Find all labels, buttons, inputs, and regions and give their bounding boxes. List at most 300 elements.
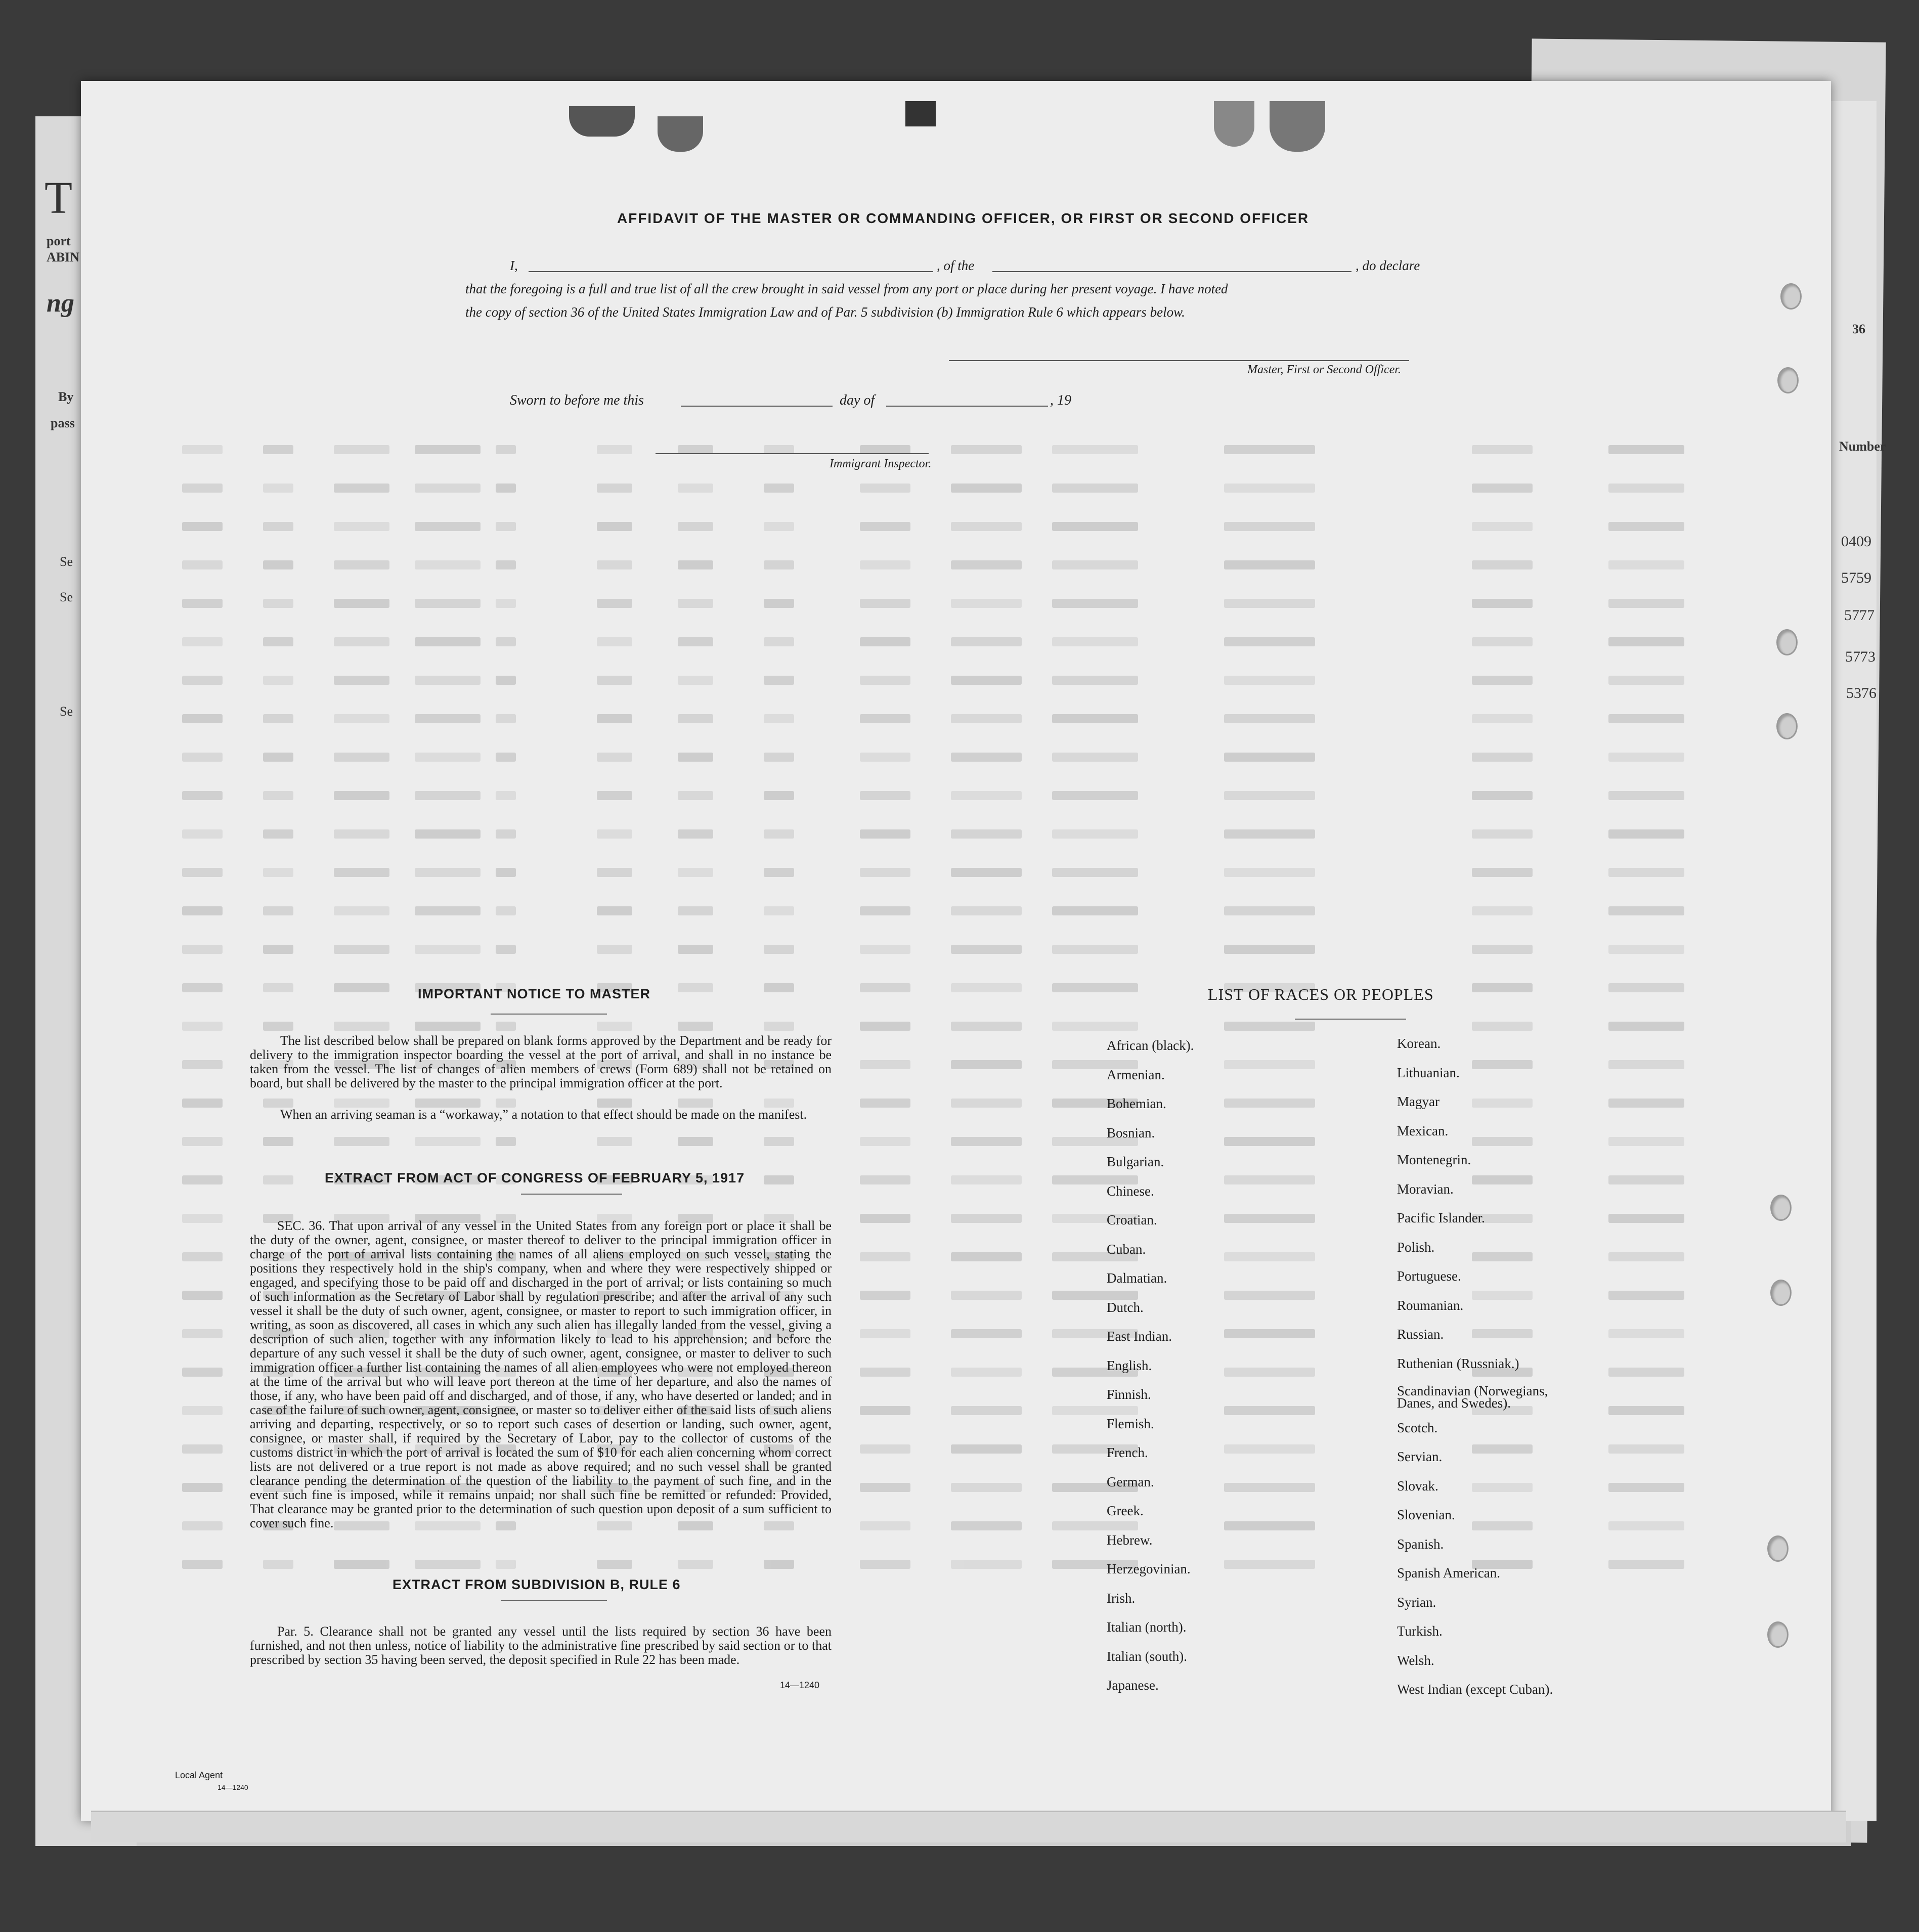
- bleed-mark: [334, 522, 389, 531]
- bleed-mark: [860, 637, 910, 646]
- bleed-mark: [860, 945, 910, 954]
- bleed-mark: [1608, 676, 1684, 685]
- margin-page-number: 36: [1852, 322, 1865, 336]
- bleed-mark: [597, 1022, 632, 1031]
- bleed-mark: [764, 1022, 794, 1031]
- bleed-mark: [1472, 1137, 1533, 1146]
- bleed-mark: [860, 484, 910, 493]
- bleed-mark: [1472, 906, 1533, 915]
- race-item: Spanish.: [1397, 1536, 1444, 1552]
- race-item: Flemish.: [1107, 1416, 1154, 1431]
- bleed-mark: [951, 637, 1022, 646]
- race-item: Hebrew.: [1107, 1532, 1153, 1548]
- bleed-mark: [860, 983, 910, 992]
- race-item: Russian.: [1397, 1327, 1444, 1342]
- bleed-mark: [764, 560, 794, 569]
- sworn-month-blank[interactable]: [886, 406, 1048, 407]
- bleed-row: [182, 555, 1740, 576]
- bleed-row: [182, 517, 1740, 537]
- race-item: Armenian.: [1107, 1067, 1165, 1082]
- margin-pass: pass: [51, 416, 75, 430]
- punch-hole: [1780, 283, 1802, 310]
- bleed-mark: [263, 1099, 293, 1108]
- bleed-mark: [1052, 484, 1138, 493]
- bleed-mark: [1052, 829, 1138, 839]
- bleed-mark: [764, 791, 794, 800]
- bleed-mark: [182, 1483, 223, 1492]
- bleed-mark: [1052, 906, 1138, 915]
- race-item: Spanish American.: [1397, 1565, 1500, 1580]
- bleed-mark: [860, 1483, 910, 1492]
- bleed-mark: [860, 1368, 910, 1377]
- bleed-mark: [182, 1022, 223, 1031]
- race-item: German.: [1107, 1474, 1154, 1489]
- vessel-blank[interactable]: [992, 271, 1351, 272]
- bleed-mark: [415, 1022, 481, 1031]
- bleed-mark: [263, 599, 293, 608]
- race-item: Dutch.: [1107, 1299, 1144, 1315]
- bleed-mark: [951, 676, 1022, 685]
- bleed-mark: [496, 637, 516, 646]
- race-item: Welsh.: [1397, 1652, 1434, 1668]
- bleed-mark: [1224, 906, 1315, 915]
- race-item: Bosnian.: [1107, 1125, 1155, 1140]
- bleed-mark: [1052, 560, 1138, 569]
- race-item: Pacific Islander.: [1397, 1210, 1485, 1225]
- bleed-mark: [334, 829, 389, 839]
- bleed-mark: [597, 906, 632, 915]
- bleed-mark: [1052, 791, 1138, 800]
- bleed-mark: [263, 484, 293, 493]
- bleed-mark: [263, 906, 293, 915]
- bleed-mark: [263, 522, 293, 531]
- race-item: Dalmatian.: [1107, 1270, 1167, 1286]
- bleed-mark: [1472, 1252, 1533, 1261]
- bleed-mark: [182, 484, 223, 493]
- race-item: Moravian.: [1397, 1181, 1454, 1197]
- bleed-mark: [597, 484, 632, 493]
- bleed-mark: [597, 753, 632, 762]
- bleed-mark: [1224, 484, 1315, 493]
- bleed-mark: [1224, 1560, 1315, 1569]
- race-item: Cuban.: [1107, 1241, 1146, 1257]
- bleed-mark: [182, 1291, 223, 1300]
- bleed-mark: [1472, 714, 1533, 723]
- race-item: Magyar: [1397, 1094, 1440, 1109]
- bleed-mark: [263, 829, 293, 839]
- bleed-mark: [1052, 637, 1138, 646]
- bleed-mark: [764, 637, 794, 646]
- bleed-mark: [951, 714, 1022, 723]
- bleed-mark: [951, 1252, 1022, 1261]
- bleed-mark: [334, 714, 389, 723]
- bleed-mark: [263, 560, 293, 569]
- bleed-mark: [263, 868, 293, 877]
- binder-notch-2: [658, 116, 703, 152]
- bleed-mark: [764, 484, 794, 493]
- bleed-mark: [1472, 1060, 1533, 1069]
- bleed-mark: [1472, 484, 1533, 493]
- bleed-mark: [334, 868, 389, 877]
- bleed-mark: [678, 637, 713, 646]
- bleed-mark: [764, 906, 794, 915]
- bleed-mark: [597, 560, 632, 569]
- margin-abin: ABIN: [47, 250, 80, 265]
- bleed-mark: [951, 906, 1022, 915]
- bleed-mark: [496, 1560, 516, 1569]
- sworn-day-blank[interactable]: [681, 406, 833, 407]
- race-item: East Indian.: [1107, 1329, 1172, 1344]
- bleed-mark: [1608, 445, 1684, 454]
- race-item: Servian.: [1397, 1449, 1443, 1464]
- punch-hole: [1777, 367, 1799, 393]
- bleed-mark: [1472, 1175, 1533, 1184]
- bleed-mark: [1224, 1022, 1315, 1031]
- bleed-mark: [415, 445, 481, 454]
- bleed-mark: [1608, 599, 1684, 608]
- bleed-mark: [1472, 1099, 1533, 1108]
- bleed-mark: [182, 1214, 223, 1223]
- bleed-mark: [1472, 1444, 1533, 1454]
- bleed-mark: [1224, 1137, 1315, 1146]
- bleed-mark: [263, 753, 293, 762]
- extract-rule-title: EXTRACT FROM SUBDIVISION B, RULE 6: [392, 1577, 681, 1592]
- race-item: Bohemian.: [1107, 1096, 1166, 1111]
- bleed-mark: [764, 599, 794, 608]
- bleed-mark: [597, 829, 632, 839]
- affidavit-do-declare: , do declare: [1356, 258, 1420, 273]
- bleed-mark: [1052, 1406, 1138, 1415]
- bleed-mark: [1224, 1252, 1315, 1261]
- bleed-mark: [415, 906, 481, 915]
- bleed-row: [182, 748, 1740, 768]
- margin-number-header: Number: [1839, 439, 1886, 454]
- bleed-mark: [496, 868, 516, 877]
- race-item: Italian (south).: [1107, 1648, 1187, 1664]
- margin-ng: ng: [47, 289, 74, 318]
- bleed-mark: [764, 983, 794, 992]
- bleed-mark: [951, 1175, 1022, 1184]
- bleed-mark: [1608, 1291, 1684, 1300]
- bleed-mark: [415, 1099, 481, 1108]
- bleed-mark: [1472, 983, 1533, 992]
- signature-line[interactable]: [949, 360, 1409, 361]
- margin-se-2: Se: [60, 590, 73, 604]
- affidavit-of-the: , of the: [937, 258, 975, 273]
- bleed-mark: [1472, 637, 1533, 646]
- bleed-mark: [496, 753, 516, 762]
- bleed-mark: [1608, 1022, 1684, 1031]
- bleed-mark: [496, 714, 516, 723]
- bleed-mark: [334, 906, 389, 915]
- affidavit-line-2: the copy of section 36 of the United States Immigration Law and of Par. 5 subdivision (b) Immigration Rule 6 which appears below.: [465, 304, 1185, 320]
- bleed-mark: [951, 1137, 1022, 1146]
- bleed-mark: [182, 791, 223, 800]
- bleed-mark: [1224, 560, 1315, 569]
- bleed-mark: [1224, 1060, 1315, 1069]
- race-item: French.: [1107, 1445, 1148, 1460]
- bleed-mark: [496, 599, 516, 608]
- bleed-mark: [1224, 753, 1315, 762]
- bleed-mark: [263, 945, 293, 954]
- bleed-mark: [334, 1560, 389, 1569]
- margin-se-1: Se: [60, 554, 73, 569]
- bleed-mark: [951, 1521, 1022, 1530]
- sworn-label: Sworn to before me this: [510, 392, 644, 408]
- bleed-mark: [1052, 1022, 1138, 1031]
- bleed-row: [182, 978, 1740, 998]
- signature-caption: Master, First or Second Officer.: [1247, 363, 1401, 376]
- bleed-mark: [1472, 560, 1533, 569]
- bleed-row: [182, 940, 1740, 960]
- binder-notch-1: [569, 106, 635, 137]
- bleed-mark: [182, 1368, 223, 1377]
- bleed-mark: [1224, 637, 1315, 646]
- bleed-mark: [597, 1099, 632, 1108]
- races-title-rule: [1295, 1019, 1406, 1020]
- bleed-mark: [263, 637, 293, 646]
- bleed-mark: [1608, 945, 1684, 954]
- bleed-mark: [860, 1252, 910, 1261]
- race-item: Scotch.: [1397, 1420, 1438, 1435]
- bleed-mark: [678, 560, 713, 569]
- race-item: Herzegovinian.: [1107, 1561, 1191, 1576]
- bleed-mark: [764, 1175, 794, 1184]
- races-title: LIST OF RACES OR PEOPLES: [1208, 985, 1434, 1003]
- bleed-mark: [1608, 714, 1684, 723]
- bleed-mark: [597, 868, 632, 877]
- bleed-mark: [1224, 714, 1315, 723]
- bleed-mark: [860, 753, 910, 762]
- bleed-mark: [597, 676, 632, 685]
- bleed-mark: [951, 983, 1022, 992]
- inspector-signature-line[interactable]: [656, 453, 929, 454]
- bleed-mark: [860, 1406, 910, 1415]
- bleed-mark: [182, 637, 223, 646]
- bleed-mark: [1224, 1368, 1315, 1377]
- bleed-mark: [597, 945, 632, 954]
- bleed-mark: [415, 637, 481, 646]
- bleed-mark: [860, 1521, 910, 1530]
- race-item: Ruthenian (Russniak.): [1397, 1355, 1519, 1371]
- bleed-mark: [1224, 1214, 1315, 1223]
- bleed-mark: [678, 983, 713, 992]
- bleed-mark: [951, 1444, 1022, 1454]
- bleed-mark: [1472, 868, 1533, 877]
- bleed-mark: [764, 714, 794, 723]
- race-item: Slovenian.: [1397, 1507, 1455, 1522]
- race-item: Mexican.: [1397, 1123, 1449, 1138]
- bleed-mark: [678, 522, 713, 531]
- bleed-mark: [951, 753, 1022, 762]
- bleed-mark: [334, 1137, 389, 1146]
- bleed-row: [182, 594, 1740, 614]
- bleed-mark: [496, 560, 516, 569]
- bleed-mark: [678, 753, 713, 762]
- bleed-mark: [951, 445, 1022, 454]
- bleed-mark: [1052, 868, 1138, 877]
- margin-number-2: 5759: [1841, 569, 1871, 586]
- bleed-mark: [1224, 1444, 1315, 1454]
- bleed-mark: [1608, 1329, 1684, 1338]
- punch-hole: [1776, 629, 1798, 655]
- bleed-mark: [1608, 829, 1684, 839]
- bleed-mark: [1052, 983, 1138, 992]
- bleed-mark: [415, 829, 481, 839]
- bleed-mark: [1472, 791, 1533, 800]
- extract-act-title: EXTRACT FROM ACT OF CONGRESS OF FEBRUARY 5, 1917: [325, 1170, 745, 1185]
- bleed-mark: [263, 1022, 293, 1031]
- bleed-mark: [334, 676, 389, 685]
- bleed-mark: [1224, 1175, 1315, 1184]
- bleed-mark: [597, 445, 632, 454]
- race-item: English.: [1107, 1357, 1152, 1373]
- bleed-mark: [496, 445, 516, 454]
- punch-hole: [1770, 1195, 1792, 1221]
- bleed-mark: [182, 868, 223, 877]
- race-item: Slovak.: [1397, 1478, 1438, 1494]
- name-blank[interactable]: [529, 271, 933, 272]
- bleed-mark: [597, 522, 632, 531]
- bleed-mark: [1608, 1483, 1684, 1492]
- margin-by: By: [58, 389, 74, 404]
- bleed-mark: [334, 791, 389, 800]
- bleed-mark: [182, 1329, 223, 1338]
- bleed-mark: [951, 1329, 1022, 1338]
- bleed-mark: [1224, 868, 1315, 877]
- bleed-mark: [182, 1252, 223, 1261]
- bleed-mark: [496, 484, 516, 493]
- bleed-mark: [415, 868, 481, 877]
- bleed-mark: [1224, 1329, 1315, 1338]
- binder-notch-4: [1214, 101, 1254, 147]
- bleed-mark: [1608, 1060, 1684, 1069]
- bleed-mark: [415, 676, 481, 685]
- bleed-mark: [415, 714, 481, 723]
- bleed-mark: [860, 1022, 910, 1031]
- margin-number-5: 5376: [1846, 685, 1877, 701]
- bleed-mark: [334, 1022, 389, 1031]
- bleed-mark: [182, 753, 223, 762]
- bleed-mark: [597, 1560, 632, 1569]
- bleed-mark: [1472, 1483, 1533, 1492]
- bleed-mark: [1052, 445, 1138, 454]
- bleed-mark: [1608, 1406, 1684, 1415]
- bleed-mark: [860, 1214, 910, 1223]
- bleed-mark: [334, 484, 389, 493]
- extract-act-rule: [521, 1194, 622, 1195]
- punch-hole: [1767, 1621, 1789, 1648]
- bleed-mark: [1052, 522, 1138, 531]
- race-item: Croatian.: [1107, 1212, 1157, 1227]
- bleed-mark: [1224, 1521, 1315, 1530]
- bleed-mark: [678, 906, 713, 915]
- bleed-mark: [678, 1099, 713, 1108]
- race-item: Chinese.: [1107, 1183, 1154, 1199]
- bleed-mark: [860, 714, 910, 723]
- notice-paragraph-2: When an arriving seaman is a “workaway,” a notation to that effect should be made on the manifest.: [280, 1107, 807, 1122]
- bleed-mark: [860, 1560, 910, 1569]
- bleed-mark: [951, 560, 1022, 569]
- bleed-mark: [182, 560, 223, 569]
- bleed-mark: [678, 791, 713, 800]
- bleed-mark: [597, 599, 632, 608]
- bleed-mark: [263, 445, 293, 454]
- bleed-mark: [1608, 1521, 1684, 1530]
- bleed-mark: [597, 637, 632, 646]
- bleed-mark: [678, 829, 713, 839]
- bleed-mark: [764, 1560, 794, 1569]
- race-item: Italian (north).: [1107, 1619, 1187, 1635]
- bleed-mark: [951, 868, 1022, 877]
- bleed-row: [182, 1555, 1740, 1575]
- bleed-mark: [860, 791, 910, 800]
- binder-notch-5: [1270, 101, 1325, 152]
- inspector-caption: Immigrant Inspector.: [830, 457, 932, 470]
- punch-hole: [1770, 1280, 1792, 1306]
- bleed-mark: [951, 522, 1022, 531]
- bleed-mark: [860, 829, 910, 839]
- bleed-mark: [1608, 560, 1684, 569]
- affidavit-title: AFFIDAVIT OF THE MASTER OR COMMANDING OFFICER, OR FIRST OR SECOND OFFICER: [617, 210, 1310, 226]
- race-item: Polish.: [1397, 1239, 1435, 1255]
- bleed-row: [182, 440, 1740, 460]
- bleed-mark: [1608, 522, 1684, 531]
- bleed-mark: [415, 1137, 481, 1146]
- bleed-mark: [1472, 599, 1533, 608]
- bleed-mark: [1608, 1099, 1684, 1108]
- bleed-mark: [1052, 599, 1138, 608]
- bleed-mark: [678, 599, 713, 608]
- bleed-mark: [951, 599, 1022, 608]
- bleed-mark: [860, 906, 910, 915]
- bleed-mark: [263, 1175, 293, 1184]
- race-item: Turkish.: [1397, 1623, 1443, 1639]
- bleed-mark: [1472, 829, 1533, 839]
- bleed-mark: [951, 484, 1022, 493]
- bleed-mark: [1224, 1406, 1315, 1415]
- bleed-mark: [860, 1291, 910, 1300]
- bleed-mark: [1608, 1175, 1684, 1184]
- bleed-mark: [764, 945, 794, 954]
- bleed-mark: [182, 1137, 223, 1146]
- notice-paragraph-1: The list described below shall be prepared on blank forms approved by the Department and be ready for delivery to the immigration inspector boarding the vessel at the port of arrival, and shall in no instance be taken from the vessel. The list of changes of alien members of crews (Form 689) shall not be retained on board, but shall be delivered by the master to the principal immigration officer at the port.: [250, 1033, 832, 1090]
- bleed-mark: [1608, 1214, 1684, 1223]
- bleed-mark: [496, 1137, 516, 1146]
- bleed-mark: [951, 829, 1022, 839]
- bleed-mark: [496, 1022, 516, 1031]
- bleed-mark: [334, 637, 389, 646]
- bleed-mark: [415, 753, 481, 762]
- race-item: Bulgarian.: [1107, 1154, 1164, 1169]
- bleed-mark: [678, 676, 713, 685]
- bleed-row: [182, 1132, 1740, 1152]
- bleed-mark: [263, 676, 293, 685]
- bleed-mark: [182, 983, 223, 992]
- bleed-mark: [263, 1137, 293, 1146]
- bleed-mark: [860, 1175, 910, 1184]
- bleed-mark: [415, 560, 481, 569]
- notice-title: IMPORTANT NOTICE TO MASTER: [418, 986, 650, 1001]
- bleed-row: [182, 824, 1740, 845]
- bleed-mark: [1052, 945, 1138, 954]
- bleed-mark: [1224, 1291, 1315, 1300]
- bleed-row: [182, 901, 1740, 921]
- bleed-mark: [182, 522, 223, 531]
- bleed-mark: [1608, 868, 1684, 877]
- race-item: Finnish.: [1107, 1387, 1151, 1402]
- bleed-mark: [1608, 791, 1684, 800]
